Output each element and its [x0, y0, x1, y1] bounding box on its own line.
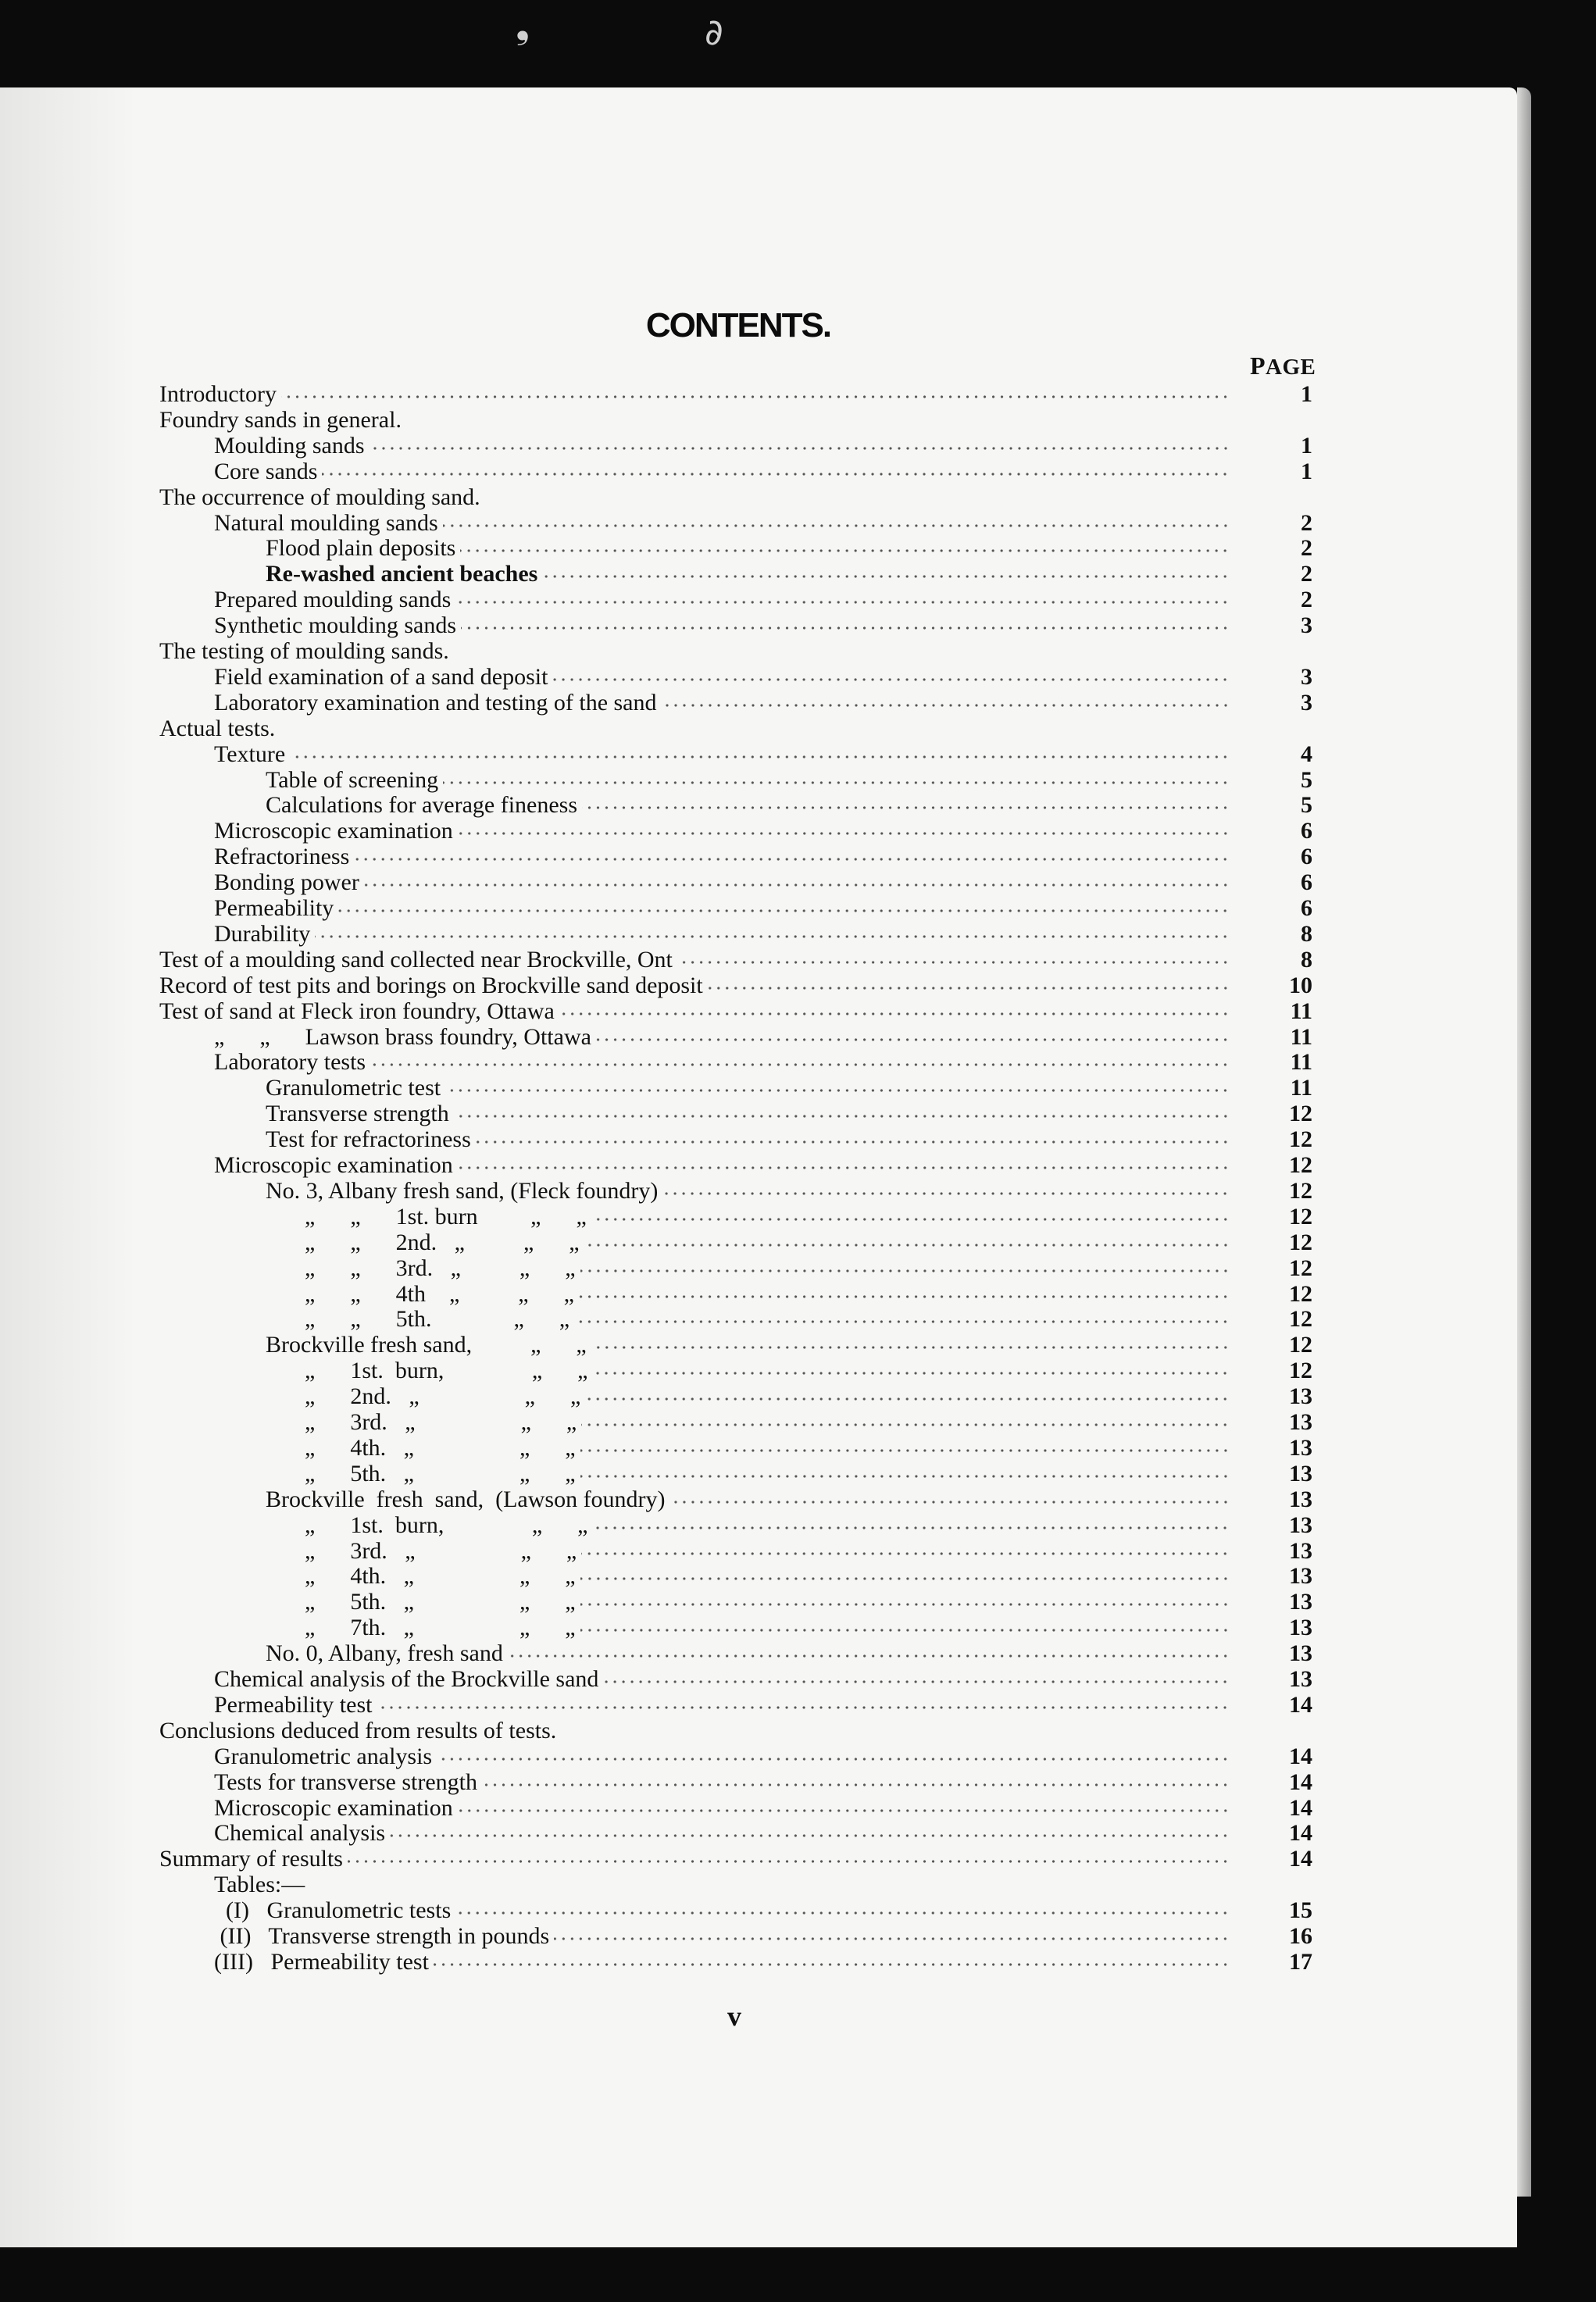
dot-leader	[290, 748, 1230, 766]
toc-entry	[0, 1049, 1517, 1076]
toc-entry-label: Foundry sands in general.	[159, 406, 402, 433]
toc-entry	[0, 1306, 1517, 1333]
dot-leader	[662, 1184, 1230, 1203]
dot-leader	[603, 1672, 1230, 1691]
toc-entry	[0, 895, 1517, 922]
toc-entry-page: 3	[1301, 689, 1312, 716]
toc-entry-page: 10	[1289, 972, 1312, 998]
toc-entry-page: 1	[1301, 381, 1312, 407]
toc-entry	[0, 1640, 1517, 1667]
toc-entry-page: 12	[1289, 1229, 1312, 1255]
dot-leader	[482, 1776, 1230, 1794]
toc-entry-page: 12	[1289, 1280, 1312, 1307]
dot-leader	[670, 1493, 1230, 1511]
toc-entry-label: „ 1st. burn, „ „	[305, 1358, 588, 1384]
toc-entry	[0, 690, 1517, 716]
toc-entry-label: „ „ 4th „ „ „	[305, 1280, 574, 1307]
scan-artifact-mark: ∂	[705, 11, 723, 53]
dot-leader	[580, 1441, 1230, 1460]
toc-entry	[0, 1409, 1517, 1436]
toc-entry-label: Moulding sands	[214, 432, 365, 459]
page-edge	[1517, 87, 1531, 2197]
toc-entry-label: Microscopic examination	[214, 1794, 453, 1821]
toc-entry	[0, 1615, 1517, 1641]
toc-entry-label: Permeability	[214, 895, 334, 921]
dot-leader	[592, 1519, 1230, 1537]
dot-leader	[455, 593, 1230, 612]
toc-entry-page: 13	[1289, 1537, 1312, 1564]
toc-entry-page: 13	[1289, 1460, 1312, 1486]
toc-entry-label: Chemical analysis	[214, 1820, 386, 1847]
toc-entry	[0, 1152, 1517, 1179]
toc-entry-label: „ 1st. burn, „ „	[305, 1511, 588, 1538]
toc-entry-label: Texture	[214, 741, 286, 767]
toc-entry-label: Laboratory tests	[214, 1049, 366, 1076]
toc-entry-page: 15	[1289, 1897, 1312, 1924]
toc-entry	[0, 1718, 1517, 1744]
dot-leader	[580, 1467, 1230, 1486]
toc-entry	[0, 792, 1517, 819]
toc-entry-label: (II) Transverse strength in pounds	[214, 1923, 550, 1949]
toc-entry	[0, 1435, 1517, 1462]
toc-entry-label: „ 5th. „ „ „	[305, 1589, 576, 1615]
dot-leader	[443, 773, 1230, 792]
toc-entry-page: 12	[1289, 1203, 1312, 1230]
toc-entry-page: 13	[1289, 1434, 1312, 1461]
toc-entry	[0, 1846, 1517, 1872]
toc-entry	[0, 484, 1517, 511]
toc-entry-label: Test for refractoriness	[266, 1126, 471, 1153]
toc-entry-page: 13	[1289, 1409, 1312, 1435]
dot-leader	[579, 1287, 1230, 1306]
toc-entry-label: Conclusions deduced from results of tests.	[159, 1717, 557, 1743]
toc-entry-page: 14	[1289, 1846, 1312, 1872]
toc-entry	[0, 1923, 1517, 1950]
toc-entry	[0, 535, 1517, 562]
toc-entry-label: Test of sand at Fleck iron foundry, Ottawa	[159, 998, 555, 1024]
toc-entry	[0, 869, 1517, 896]
toc-entry-page: 13	[1289, 1615, 1312, 1641]
toc-entry-page: 13	[1289, 1563, 1312, 1590]
toc-entry-page: 14	[1289, 1691, 1312, 1718]
toc-entry-label: „ „ 3rd. „ „ „	[305, 1255, 576, 1281]
toc-entry-label: Test of a moulding sand collected near Brockville, Ont	[159, 946, 673, 973]
dot-leader	[458, 1158, 1230, 1177]
dot-leader	[554, 1929, 1230, 1948]
toc-entry-label: Chemical analysis of the Brockville sand	[214, 1666, 599, 1692]
toc-entry	[0, 1024, 1517, 1051]
toc-entry-label: „ „ 1st. burn „ „	[305, 1203, 587, 1230]
dot-leader	[559, 1005, 1230, 1023]
dot-leader	[390, 1826, 1230, 1845]
toc-entry	[0, 1512, 1517, 1539]
dot-leader	[455, 1904, 1230, 1922]
dot-leader	[338, 901, 1230, 920]
dot-leader	[508, 1647, 1230, 1665]
toc-entry	[0, 1949, 1517, 1975]
toc-entry-page: 13	[1289, 1640, 1312, 1667]
page-column-header	[1250, 352, 1316, 380]
toc-entry-page: 14	[1289, 1820, 1312, 1847]
dot-leader	[580, 1262, 1230, 1280]
dot-leader	[582, 798, 1230, 817]
toc-entry-label: Calculations for average fineness	[266, 792, 578, 819]
toc-entry-label: Actual tests.	[159, 715, 276, 741]
toc-entry	[0, 561, 1517, 587]
toc-entry	[0, 587, 1517, 613]
dot-leader	[443, 516, 1230, 535]
toc-entry-label: No. 0, Albany, fresh sand	[266, 1640, 503, 1667]
toc-entry-label: Durability	[214, 920, 311, 947]
toc-entry-page: 12	[1289, 1101, 1312, 1127]
contents-title: CONTENTS.	[645, 306, 831, 344]
toc-entry	[0, 1538, 1517, 1565]
toc-entry	[0, 1563, 1517, 1590]
toc-entry-page: 12	[1289, 1332, 1312, 1358]
toc-entry	[0, 1589, 1517, 1615]
toc-entry-label: Core sands	[214, 458, 318, 484]
toc-entry-label: Flood plain deposits	[266, 535, 456, 562]
toc-entry-page: 14	[1289, 1743, 1312, 1769]
toc-entry-page: 2	[1301, 587, 1312, 613]
toc-entry-label: „ 2nd. „ „ „	[305, 1383, 581, 1410]
dot-leader	[461, 619, 1230, 637]
dot-leader	[580, 1621, 1230, 1640]
scan-artifact-mark: ❟	[516, 5, 530, 47]
toc-entry-page: 2	[1301, 561, 1312, 587]
toc-entry-label: Natural moulding sands	[214, 509, 438, 536]
toc-entry-label: Summary of results	[159, 1846, 343, 1872]
dot-leader	[354, 850, 1230, 869]
toc-entry	[0, 1255, 1517, 1282]
toc-entry-label: The testing of moulding sands.	[159, 638, 449, 664]
toc-entry-page: 12	[1289, 1126, 1312, 1153]
toc-entry-page: 11	[1290, 998, 1312, 1024]
dot-leader	[591, 1210, 1230, 1229]
toc-entry-page: 6	[1301, 844, 1312, 870]
dot-leader	[364, 876, 1230, 894]
dot-leader	[434, 1955, 1230, 1974]
toc-entry-label: Permeability test	[214, 1691, 373, 1718]
toc-entry	[0, 1178, 1517, 1205]
toc-entry	[0, 1769, 1517, 1796]
toc-entry-label: Synthetic moulding sands	[214, 612, 456, 639]
dot-leader	[581, 1415, 1230, 1434]
toc-entry-page: 13	[1289, 1589, 1312, 1615]
toc-entry	[0, 459, 1517, 485]
toc-entry-page: 11	[1290, 1049, 1312, 1076]
toc-entry	[0, 973, 1517, 999]
toc-entry-page: 16	[1289, 1923, 1312, 1949]
toc-entry-page: 5	[1301, 792, 1312, 819]
toc-entry	[0, 998, 1517, 1025]
toc-entry-label: Brockville fresh sand, (Lawson foundry)	[266, 1486, 666, 1512]
toc-entry-page: 8	[1301, 920, 1312, 947]
dot-leader	[662, 696, 1230, 715]
toc-entry	[0, 1230, 1517, 1256]
toc-entry-label: „ „ Lawson brass foundry, Ottawa	[214, 1023, 591, 1050]
toc-entry	[0, 1075, 1517, 1101]
toc-entry	[0, 1666, 1517, 1693]
toc-entry-label: „ 4th. „ „ „	[305, 1563, 576, 1590]
toc-entry	[0, 741, 1517, 768]
toc-entry-page: 12	[1289, 1358, 1312, 1384]
toc-entry-label: „ „ 2nd. „ „ „	[305, 1229, 580, 1255]
toc-entry-page: 1	[1301, 432, 1312, 459]
toc-entry-label: Refractoriness	[214, 844, 350, 870]
toc-entry-page: 6	[1301, 869, 1312, 896]
dot-leader	[445, 1081, 1230, 1100]
toc-entry-page: 3	[1301, 612, 1312, 639]
dot-leader	[476, 1133, 1230, 1151]
toc-entry-page: 13	[1289, 1486, 1312, 1512]
dot-leader	[581, 1544, 1230, 1563]
dot-leader	[437, 1750, 1230, 1768]
dot-leader	[458, 1801, 1230, 1820]
toc-entry-label: „ 7th. „ „ „	[305, 1615, 576, 1641]
toc-entry-label: Tests for transverse strength	[214, 1768, 477, 1795]
toc-entry	[0, 1692, 1517, 1718]
toc-entry-label: (I) Granulometric tests	[214, 1897, 452, 1924]
dot-leader	[370, 1055, 1230, 1074]
page-folio: v	[727, 2000, 741, 2032]
toc-entry-label: Brockville fresh sand, „ „	[266, 1332, 587, 1358]
toc-entry-label: Prepared moulding sands	[214, 587, 452, 613]
toc-entry-label: Field examination of a sand deposit	[214, 663, 548, 690]
toc-entry	[0, 1358, 1517, 1384]
toc-entry-label: Microscopic examination	[214, 818, 453, 844]
table-of-contents	[0, 381, 1517, 1983]
toc-entry-label: „ 4th. „ „ „	[305, 1434, 576, 1461]
page-column-header-initial: P	[1250, 352, 1266, 380]
toc-entry	[0, 716, 1517, 742]
dot-leader	[348, 1852, 1230, 1871]
toc-entry	[0, 947, 1517, 973]
toc-entry	[0, 1461, 1517, 1487]
dot-leader	[592, 1364, 1230, 1383]
toc-entry-page: 5	[1301, 766, 1312, 793]
toc-entry	[0, 1204, 1517, 1230]
toc-entry-page: 3	[1301, 663, 1312, 690]
toc-entry-page: 11	[1290, 1075, 1312, 1101]
toc-entry	[0, 1383, 1517, 1410]
toc-entry-page: 14	[1289, 1794, 1312, 1821]
toc-entry	[0, 433, 1517, 459]
dot-leader	[458, 824, 1230, 843]
toc-entry-label: „ 3rd. „ „ „	[305, 1409, 577, 1435]
toc-entry	[0, 1820, 1517, 1847]
toc-entry	[0, 844, 1517, 870]
dot-leader	[377, 1698, 1230, 1717]
dot-leader	[574, 1312, 1230, 1331]
toc-entry-label: „ 3rd. „ „ „	[305, 1537, 577, 1564]
toc-entry-page: 13	[1289, 1666, 1312, 1692]
toc-entry-label: No. 3, Albany fresh sand, (Fleck foundry)	[266, 1177, 659, 1204]
toc-entry-label: „ „ 5th. „ „	[305, 1306, 570, 1333]
toc-entry	[0, 407, 1517, 434]
toc-entry	[0, 1795, 1517, 1822]
toc-entry-label: Granulometric analysis	[214, 1743, 433, 1769]
toc-entry-page: 17	[1289, 1948, 1312, 1975]
toc-entry-page: 12	[1289, 1306, 1312, 1333]
toc-entry-page: 2	[1301, 535, 1312, 562]
dot-leader	[370, 439, 1230, 458]
toc-entry-label: Laboratory examination and testing of the sand	[214, 689, 657, 716]
toc-entry-page: 12	[1289, 1255, 1312, 1281]
toc-entry-label: Transverse strength	[266, 1101, 449, 1127]
toc-entry	[0, 767, 1517, 794]
toc-entry-label: Record of test pits and borings on Brockville sand deposit	[159, 972, 703, 998]
toc-entry-label: The occurrence of moulding sand.	[159, 484, 480, 510]
toc-entry	[0, 1126, 1517, 1153]
toc-entry-label: Granulometric test	[266, 1075, 441, 1101]
dot-leader	[322, 465, 1230, 484]
toc-entry-page: 13	[1289, 1511, 1312, 1538]
toc-entry-page: 8	[1301, 946, 1312, 973]
toc-entry-page: 12	[1289, 1177, 1312, 1204]
toc-entry-label: Microscopic examination	[214, 1152, 453, 1178]
toc-entry	[0, 1872, 1517, 1898]
toc-entry-page: 6	[1301, 895, 1312, 921]
toc-entry-label: „ 5th. „ „ „	[305, 1460, 576, 1486]
toc-entry-page: 11	[1290, 1023, 1312, 1050]
toc-entry-label: Table of screening	[266, 766, 439, 793]
toc-entry	[0, 921, 1517, 948]
toc-entry	[0, 1486, 1517, 1513]
toc-entry	[0, 1281, 1517, 1308]
toc-entry-label: Re-washed ancient beaches	[266, 561, 538, 587]
dot-leader	[580, 1595, 1230, 1614]
dot-leader	[708, 979, 1230, 998]
toc-entry	[0, 638, 1517, 665]
toc-entry	[0, 1101, 1517, 1127]
toc-entry	[0, 612, 1517, 639]
toc-entry-page: 14	[1289, 1768, 1312, 1795]
dot-leader	[596, 1030, 1230, 1049]
page-column-header-rest: AGE	[1266, 355, 1316, 380]
toc-entry-page: 1	[1301, 458, 1312, 484]
toc-entry-page: 4	[1301, 741, 1312, 767]
toc-entry-page: 12	[1289, 1152, 1312, 1178]
dot-leader	[542, 567, 1230, 586]
toc-entry-label: Tables:—	[214, 1872, 305, 1898]
toc-entry-page: 6	[1301, 818, 1312, 844]
dot-leader	[315, 927, 1230, 946]
toc-entry-page: 13	[1289, 1383, 1312, 1410]
dot-leader	[677, 953, 1230, 972]
toc-entry-label: (III) Permeability test	[214, 1948, 429, 1975]
dot-leader	[591, 1338, 1230, 1357]
dot-leader	[454, 1107, 1230, 1126]
toc-entry	[0, 1332, 1517, 1358]
dot-leader	[552, 670, 1230, 689]
toc-entry	[0, 381, 1517, 408]
toc-entry	[0, 1897, 1517, 1924]
toc-entry-page: 2	[1301, 509, 1312, 536]
dot-leader	[281, 387, 1230, 406]
dot-leader	[460, 541, 1230, 560]
toc-entry	[0, 1743, 1517, 1770]
toc-entry	[0, 818, 1517, 844]
toc-entry	[0, 664, 1517, 691]
toc-entry-label: Introductory	[159, 381, 277, 407]
dot-leader	[580, 1569, 1230, 1588]
toc-entry-label: Bonding power	[214, 869, 359, 896]
dot-leader	[584, 1236, 1230, 1255]
dot-leader	[585, 1390, 1230, 1408]
toc-entry	[0, 510, 1517, 537]
